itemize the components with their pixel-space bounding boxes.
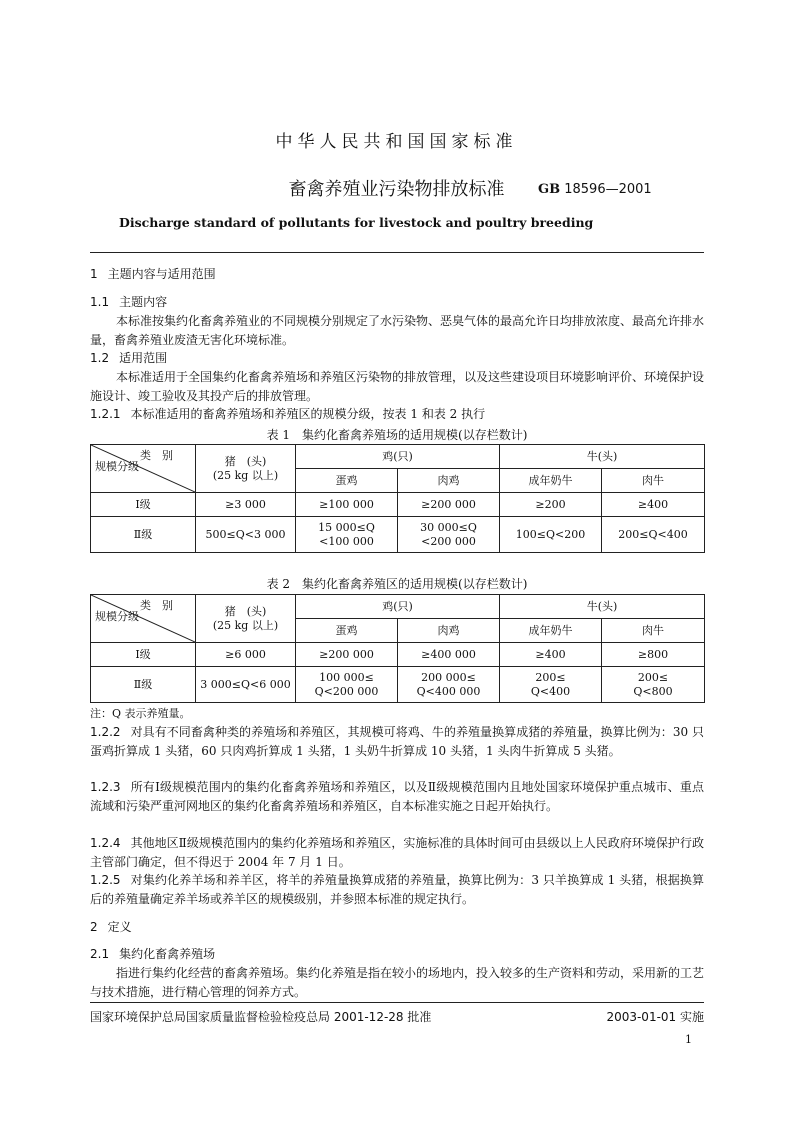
chicken-header: 鸡(只) [296, 595, 500, 619]
section-number: 1.2.5 [90, 873, 121, 887]
section-1-1-text: 本标准按集约化畜禽养殖业的不同规模分别规定了水污染物、恶臭气体的最高允许日均排放浓度、最高允许排水量，畜禽养殖业废渣无害化环境标准。 [90, 314, 705, 347]
section-text: 对集约化养羊场和养羊区，将羊的养殖量换算成猪的养殖量，换算比例为：3 只羊换算成 1 头猪，根据换算后的养殖量确定养羊场或养羊区的规模级别，并参照本标准的规定执行。 [90, 873, 704, 906]
corner-category-label: 类 别 [140, 449, 173, 462]
value-cell: ≥400 [602, 493, 705, 517]
table-1-caption: 表 1 集约化畜禽养殖场的适用规模(以存栏数计) [266, 428, 528, 442]
subheader-cell: 蛋鸡 [296, 469, 398, 493]
section-text: 本标准适用的畜禽养殖场和养殖区的规模分级，按表 1 和表 2 执行 [130, 407, 486, 421]
subheader-cell: 肉鸡 [398, 469, 500, 493]
cattle-header: 牛(头) [500, 595, 705, 619]
table-row [91, 643, 705, 667]
pig-unit: (25 kg 以上) [212, 618, 279, 632]
value-cell: 200 000≤ Q<400 000 [398, 667, 500, 703]
chicken-header: 鸡(只) [296, 445, 500, 469]
section-title: 集约化畜禽养殖场 [119, 947, 216, 961]
subheader-cell: 蛋鸡 [296, 619, 398, 643]
code-prefix: GB [538, 182, 561, 197]
pig-header [196, 445, 296, 493]
page-number: 1 [685, 1033, 692, 1046]
corner-level-label: 规模分级 [95, 460, 139, 473]
subheader-cell: 肉鸡 [398, 619, 500, 643]
corner-level-label: 规模分级 [95, 610, 139, 623]
value-cell: 100≤Q<200 [500, 517, 602, 553]
pig-label: 猪 (头) [224, 454, 267, 468]
value-cell: 15 000≤Q <100 000 [296, 517, 398, 553]
section-1-heading [90, 265, 704, 284]
section-number: 1.2.3 [90, 780, 121, 794]
cattle-header: 牛(头) [500, 445, 705, 469]
section-2-1-text: 指进行集约化经营的畜禽养殖场。集约化养殖是指在较小的场地内，投入较多的生产资料和劳动，采用新的工艺与技术措施，进行精心管理的饲养方式。 [90, 966, 705, 999]
national-standard-heading: 中华人民共和国国家标准 [275, 132, 518, 152]
value-cell: 30 000≤Q <200 000 [398, 517, 500, 553]
section-title: 主题内容 [119, 295, 168, 309]
value-cell: ≥200 [500, 493, 602, 517]
standard-title-en: Discharge standard of pollutants for livestock and poultry breeding [119, 215, 594, 230]
section-title: 适用范围 [119, 351, 168, 365]
section-number: 1.2 [90, 351, 110, 365]
value-cell: ≥6 000 [196, 643, 296, 667]
section-number: 1 [90, 267, 98, 281]
footer-divider [90, 1002, 704, 1003]
section-1-2-4 [90, 834, 704, 871]
value-cell: ≥200 000 [398, 493, 500, 517]
level-cell: Ⅰ级 [91, 493, 196, 517]
standard-code [538, 182, 652, 197]
subheader-cell: 肉牛 [602, 619, 705, 643]
level-cell: Ⅰ级 [91, 643, 196, 667]
table-2-caption: 表 2 集约化畜禽养殖区的适用规模(以存栏数计) [266, 577, 528, 591]
value-cell: 200≤ Q<800 [602, 667, 705, 703]
section-text: 对具有不同畜禽种类的养殖场和养殖区，其规模可将鸡、牛的养殖量换算成猪的养殖量，换算比例为：30 只蛋鸡折算成 1 头猪，60 只肉鸡折算成 1 头猪，1 头奶牛折算成 10 头猪，1 头肉牛折算成 5 头猪。 [90, 725, 704, 758]
level-cell: Ⅱ级 [91, 517, 196, 553]
section-number: 2.1 [90, 947, 110, 961]
section-text: 所有Ⅰ级规模范围内的集约化畜禽养殖场和养殖区，以及Ⅱ级规模范围内且地处国家环境保护重点城市、重点流域和污染严重河网地区的集约化畜禽养殖场和养殖区，自本标准实施之日起开始执行。 [90, 780, 704, 813]
value-cell: ≥200 000 [296, 643, 398, 667]
value-cell: ≥400 [500, 643, 602, 667]
value-cell: ≥3 000 [196, 493, 296, 517]
value-cell: ≥100 000 [296, 493, 398, 517]
section-2-1-heading [90, 945, 704, 964]
section-1-2-5 [90, 871, 704, 908]
table-row [91, 493, 705, 517]
pig-header [196, 595, 296, 643]
table-2 [90, 594, 705, 703]
standard-title-cn: 畜禽养殖业污染物排放标准 [288, 179, 505, 200]
value-cell: ≥400 000 [398, 643, 500, 667]
section-number: 1.1 [90, 295, 110, 309]
section-1-2-2 [90, 723, 704, 760]
table-row [91, 667, 705, 703]
footer-effective-date: 2003-01-01 实施 [606, 1010, 704, 1024]
section-title: 主题内容与适用范围 [107, 267, 216, 281]
section-number: 2 [90, 920, 98, 934]
section-2-heading [90, 918, 704, 937]
section-1-2-1 [90, 405, 704, 424]
section-number: 1.2.2 [90, 725, 121, 739]
section-1-2-heading [90, 349, 704, 368]
value-cell: ≥800 [602, 643, 705, 667]
section-1-1-heading [90, 293, 704, 312]
subheader-cell: 成年奶牛 [500, 469, 602, 493]
section-number: 1.2.1 [90, 407, 121, 421]
table-row [91, 517, 705, 553]
table-corner-cell [91, 445, 196, 493]
corner-category-label: 类 别 [140, 599, 173, 612]
pig-unit: (25 kg 以上) [212, 468, 279, 482]
pig-label: 猪 (头) [224, 604, 267, 618]
section-number: 1.2.4 [90, 836, 121, 850]
subheader-cell: 成年奶牛 [500, 619, 602, 643]
footer-issuer: 国家环境保护总局国家质量监督检验检疫总局 2001-12-28 批准 [90, 1010, 432, 1024]
code-number: 18596—2001 [564, 182, 652, 197]
table-corner-cell [91, 595, 196, 643]
value-cell: 3 000≤Q<6 000 [196, 667, 296, 703]
table-1 [90, 444, 705, 553]
section-1-2-3 [90, 778, 704, 815]
value-cell: 200≤Q<400 [602, 517, 705, 553]
section-title: 定义 [107, 920, 132, 934]
value-cell: 100 000≤ Q<200 000 [296, 667, 398, 703]
subheader-cell: 肉牛 [602, 469, 705, 493]
section-text: 其他地区Ⅱ级规模范围内的集约化养殖场和养殖区，实施标准的具体时间可由县级以上人民政府环境保护行政主管部门确定，但不得迟于 2004 年 7 月 1 日。 [90, 836, 704, 869]
section-1-2-text: 本标准适用于全国集约化畜禽养殖场和养殖区污染物的排放管理，以及这些建设项目环境影响评价、环境保护设施设计、竣工验收及其投产后的排放管理。 [90, 370, 705, 403]
value-cell: 200≤ Q<400 [500, 667, 602, 703]
table-note: 注：Q 表示养殖量。 [90, 707, 191, 720]
header-divider [90, 252, 704, 253]
value-cell: 500≤Q<3 000 [196, 517, 296, 553]
level-cell: Ⅱ级 [91, 667, 196, 703]
